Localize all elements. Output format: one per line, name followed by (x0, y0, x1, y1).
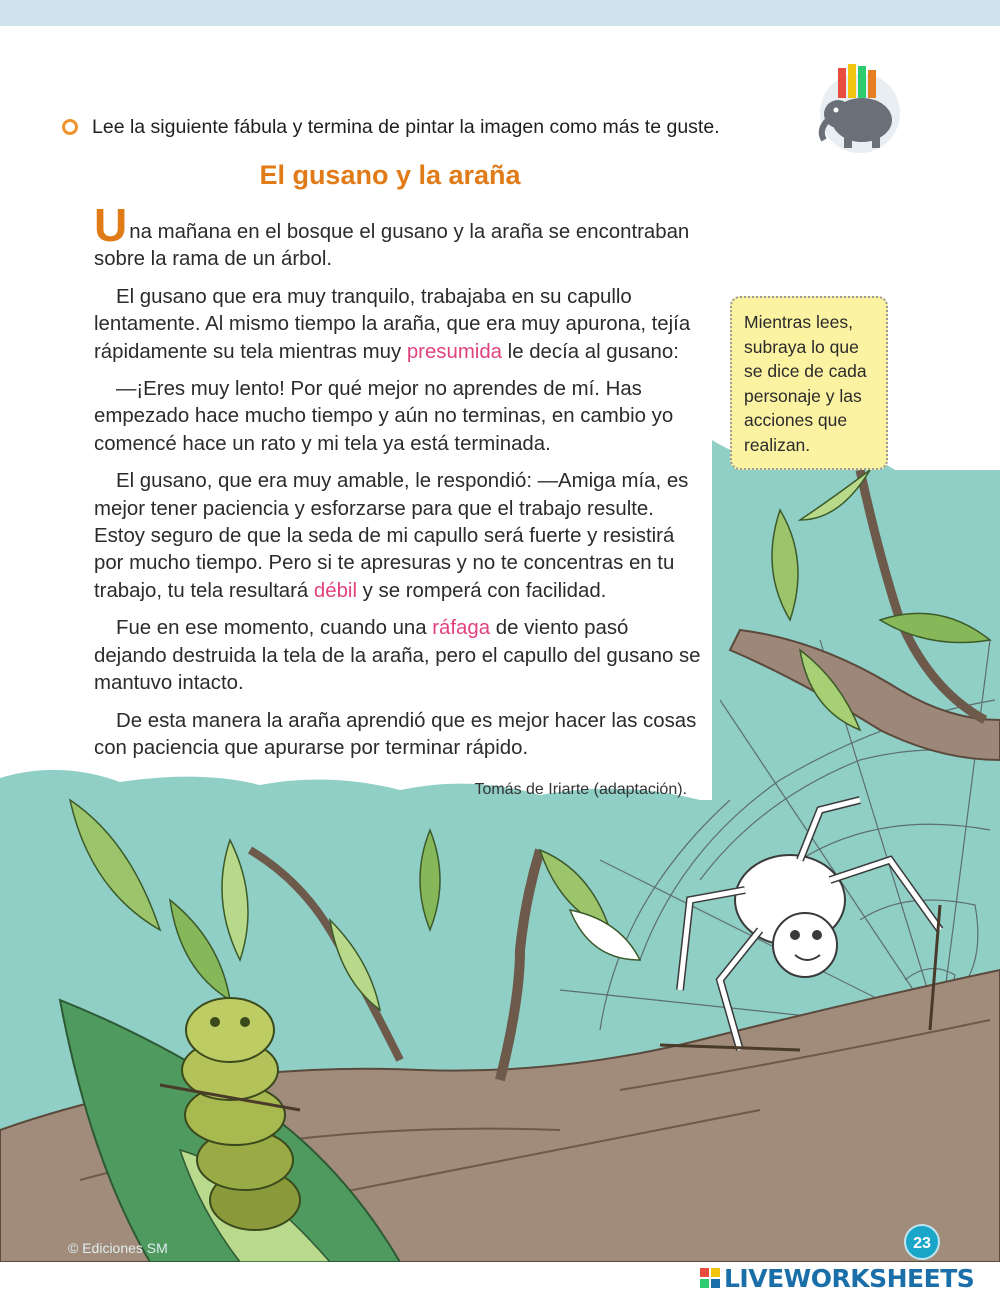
drop-cap: U (94, 199, 128, 251)
paragraph-5-text-a: Fue en ese momento, cuando una (116, 617, 433, 640)
story-title: El gusano y la araña (259, 160, 521, 190)
paragraph-4-text-b: y se romperá con facilidad. (356, 579, 607, 602)
elephant-with-pencils-icon (810, 58, 910, 158)
story-paragraph-6: De esta manera la araña aprendió que es mejor hacer las cosas con paciencia que apurarse por terminar rápido. (94, 709, 697, 759)
story-paragraph-4 (94, 468, 702, 605)
story-paragraph-1 (94, 199, 702, 274)
highlight-word-presumida: presumida (406, 340, 503, 363)
reading-tip-text: Mientras lees, subraya lo que se dice de cada personaje y las acciones que realizan. (744, 312, 867, 455)
reading-tip-note (730, 296, 888, 470)
instruction-text: Lee la siguiente fábula y termina de pintar la imagen como más te guste. (92, 115, 720, 138)
paragraph-4-text-a: El gusano, que era muy amable, le respondió: —Amiga mía, es mejor tener paciencia y esforzarse para que el trabajo resulte. Estoy seguro de que la seda de mi capullo será fuerte y resistirá por mucho tiempo. Pero si te apresuras y no te concentras en tu trabajo, tu tela resultará (94, 470, 689, 602)
copyright-text: © Ediciones SM (68, 1240, 168, 1256)
paragraph-2-text-b: le decía al gusano: (502, 340, 679, 363)
liveworksheets-logo-icon (700, 1268, 720, 1288)
story-text (94, 199, 702, 772)
highlight-word-rafaga: ráfaga (432, 617, 491, 640)
story-author: Tomás de Iriarte (adaptación). (474, 781, 687, 798)
paragraph-5-text-b: de viento pasó dejando destruida la tela de la araña, pero el capullo del gusano se mantuvo intacto. (94, 617, 701, 695)
liveworksheets-brand-text: LIVEWORKSHEETS (724, 1263, 975, 1293)
story-paragraph-5 (94, 615, 702, 697)
paragraph-2-text-a: El gusano que era muy tranquilo, trabajaba en su capullo lentamente. Al mismo tiempo la araña, que era muy apurona, tejía rápidamente su tela mientras muy (94, 285, 691, 363)
instruction-line (62, 112, 782, 142)
orange-ring-bullet-icon (62, 119, 78, 135)
highlight-word-debil: débil (313, 579, 357, 602)
story-paragraph-2 (94, 284, 702, 366)
page-number-badge: 23 (904, 1224, 940, 1260)
story-paragraph-3: —¡Eres muy lento! Por qué mejor no aprendes de mí. Has empezado hace mucho tiempo y aún no terminas, en cambio yo comencé hace un rato y mi tela ya está terminada. (94, 378, 674, 455)
liveworksheets-logo[interactable] (700, 1263, 974, 1293)
paragraph-1-text: na mañana en el bosque el gusano y la araña se encontraban sobre la rama de un árbol. (94, 221, 690, 271)
